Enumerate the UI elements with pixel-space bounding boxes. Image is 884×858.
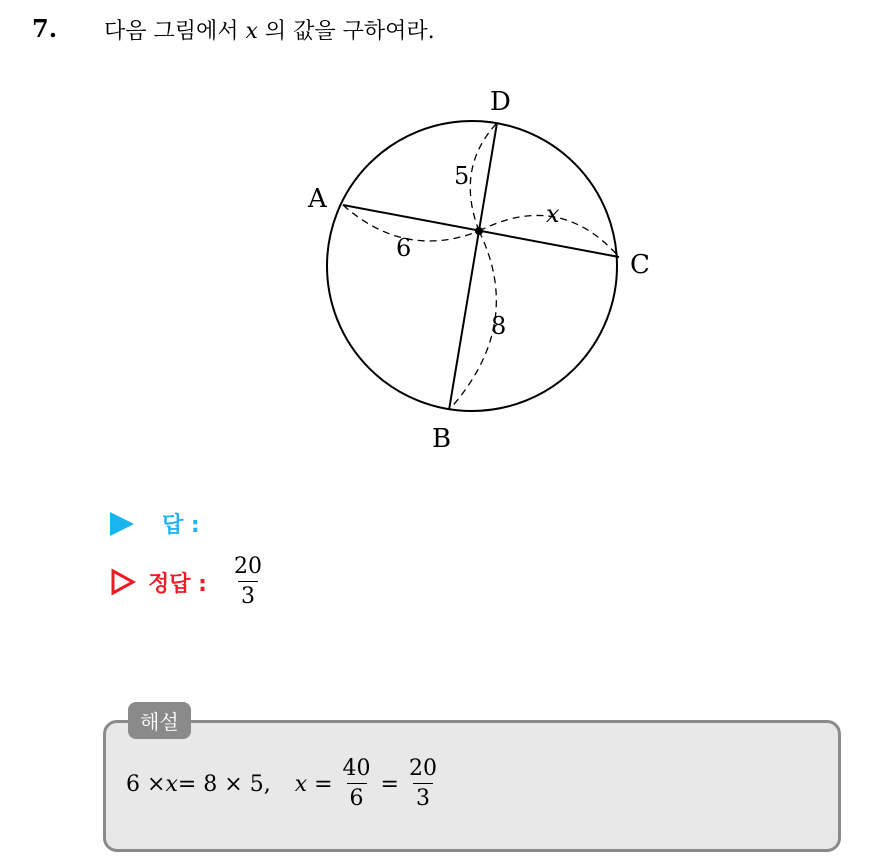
expl-frac1-denominator: 6 — [347, 783, 367, 810]
question-variable: x — [245, 19, 258, 44]
expl-fraction-2 — [406, 758, 440, 810]
expl-part1: 6 × — [126, 771, 166, 797]
expl-var2: x — [294, 771, 308, 797]
answer-row — [110, 508, 200, 539]
outline-triangle-icon — [110, 568, 136, 596]
expl-frac2-denominator: 3 — [413, 783, 433, 810]
play-triangle-icon — [110, 512, 134, 536]
answer-label: 답 : — [162, 513, 200, 538]
arc-dp — [470, 123, 497, 231]
correct-answer-row — [110, 556, 265, 608]
expl-fraction-1 — [340, 758, 374, 810]
expl-frac1-numerator: 40 — [342, 756, 371, 781]
explanation-equation — [126, 758, 440, 810]
point-label-b: B — [432, 424, 452, 454]
expl-part3: = — [307, 771, 340, 797]
question-text-before: 다음 그림에서 — [104, 19, 246, 44]
correct-answer-numerator: 20 — [233, 554, 262, 579]
expl-part2: = 8 × 5, — [177, 771, 271, 797]
correct-answer-label: 정답 : — [148, 571, 207, 597]
correct-answer-fraction — [231, 556, 265, 608]
point-label-c: C — [630, 250, 650, 280]
expl-eq: = — [373, 771, 406, 797]
question-text-after: 의 값을 구하여라. — [257, 19, 435, 44]
expl-var1: x — [165, 771, 178, 797]
correct-answer-denominator: 3 — [238, 581, 258, 608]
explanation-tab: 해설 — [128, 702, 191, 739]
arc-pb — [449, 231, 496, 410]
segment-label-pc: x — [546, 200, 560, 228]
point-label-a: A — [308, 184, 327, 214]
circle — [327, 121, 617, 411]
question-number: 7. — [32, 14, 58, 43]
segment-label-ap: 6 — [396, 234, 412, 262]
segment-label-pb: 8 — [491, 312, 507, 340]
point-label-d: D — [490, 87, 511, 117]
segment-label-dp: 5 — [454, 162, 470, 190]
expl-frac2-numerator: 20 — [408, 756, 437, 781]
